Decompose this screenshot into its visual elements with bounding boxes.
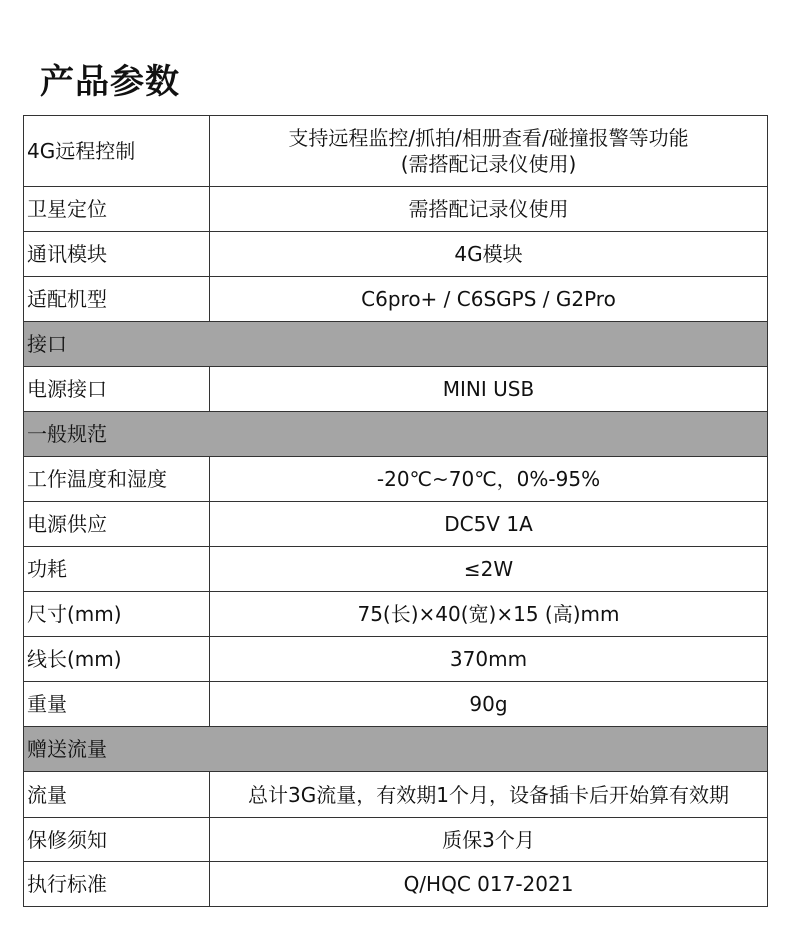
spec-value: [210, 772, 768, 818]
spec-value: [210, 547, 768, 592]
spec-label: 电源供应: [24, 502, 210, 547]
spec-label: 4G远程控制: [24, 116, 210, 187]
section-header-row: [24, 412, 768, 457]
spec-row: [24, 367, 768, 412]
spec-table-body: [24, 116, 768, 907]
spec-value-line: 需搭配记录仪使用: [408, 197, 569, 221]
section-header-label: 一般规范: [24, 412, 768, 457]
spec-value-line: 总计3G流量，有效期1个月，设备插卡后开始算有效期: [248, 782, 729, 807]
spec-row: [24, 116, 768, 187]
spec-table: [23, 115, 768, 907]
spec-label: 卫星定位: [24, 187, 210, 232]
spec-row: [24, 547, 768, 592]
spec-value-line: 支持远程监控/抓拍/相册查看/碰撞报警等功能: [288, 126, 689, 150]
spec-row: [24, 592, 768, 637]
section-header-label: 接口: [24, 322, 768, 367]
spec-value: [210, 232, 768, 277]
spec-row: [24, 682, 768, 727]
spec-value: [210, 637, 768, 682]
spec-row: [24, 457, 768, 502]
spec-label: 电源接口: [24, 367, 210, 412]
spec-value-line: 75(长)×40(宽)×15 (高)mm: [357, 602, 620, 626]
spec-value-line: (需搭配记录仪使用): [400, 152, 577, 176]
page-title: 产品参数: [40, 62, 180, 102]
spec-row: [24, 818, 768, 862]
section-header-row: [24, 727, 768, 772]
spec-label: 尺寸(mm): [24, 592, 210, 637]
spec-row: [24, 502, 768, 547]
spec-row: [24, 187, 768, 232]
spec-row: [24, 277, 768, 322]
spec-row: [24, 862, 768, 907]
spec-row: [24, 772, 768, 818]
spec-value: [210, 187, 768, 232]
spec-label: 通讯模块: [24, 232, 210, 277]
spec-label: 功耗: [24, 547, 210, 592]
spec-label: 重量: [24, 682, 210, 727]
spec-value: [210, 116, 768, 187]
spec-value-line: ≤2W: [463, 557, 514, 581]
spec-value: [210, 682, 768, 727]
spec-value-line: 90g: [469, 692, 508, 716]
spec-label: 工作温度和湿度: [24, 457, 210, 502]
spec-value-line: C6pro+ / C6SGPS / G2Pro: [361, 287, 616, 311]
spec-label: 流量: [24, 772, 210, 818]
spec-value-line: DC5V 1A: [444, 512, 533, 536]
spec-row: [24, 637, 768, 682]
spec-label: 保修须知: [24, 818, 210, 862]
spec-value: [210, 862, 768, 907]
spec-value-line: 370mm: [449, 647, 528, 671]
spec-label: 适配机型: [24, 277, 210, 322]
spec-row: [24, 232, 768, 277]
spec-value: [210, 502, 768, 547]
spec-value-line: Q/HQC 017-2021: [403, 872, 574, 896]
spec-value-line: -20℃~70℃，0%-95%: [376, 467, 601, 491]
spec-label: 执行标准: [24, 862, 210, 907]
spec-value-line: 4G模块: [454, 242, 523, 266]
spec-value: [210, 367, 768, 412]
spec-label: 线长(mm): [24, 637, 210, 682]
section-header-label: 赠送流量: [24, 727, 768, 772]
spec-value-line: 质保3个月: [442, 827, 535, 852]
spec-value: [210, 818, 768, 862]
spec-value: [210, 457, 768, 502]
spec-value-line: MINI USB: [442, 377, 535, 401]
spec-value: [210, 592, 768, 637]
section-header-row: [24, 322, 768, 367]
spec-value: [210, 277, 768, 322]
